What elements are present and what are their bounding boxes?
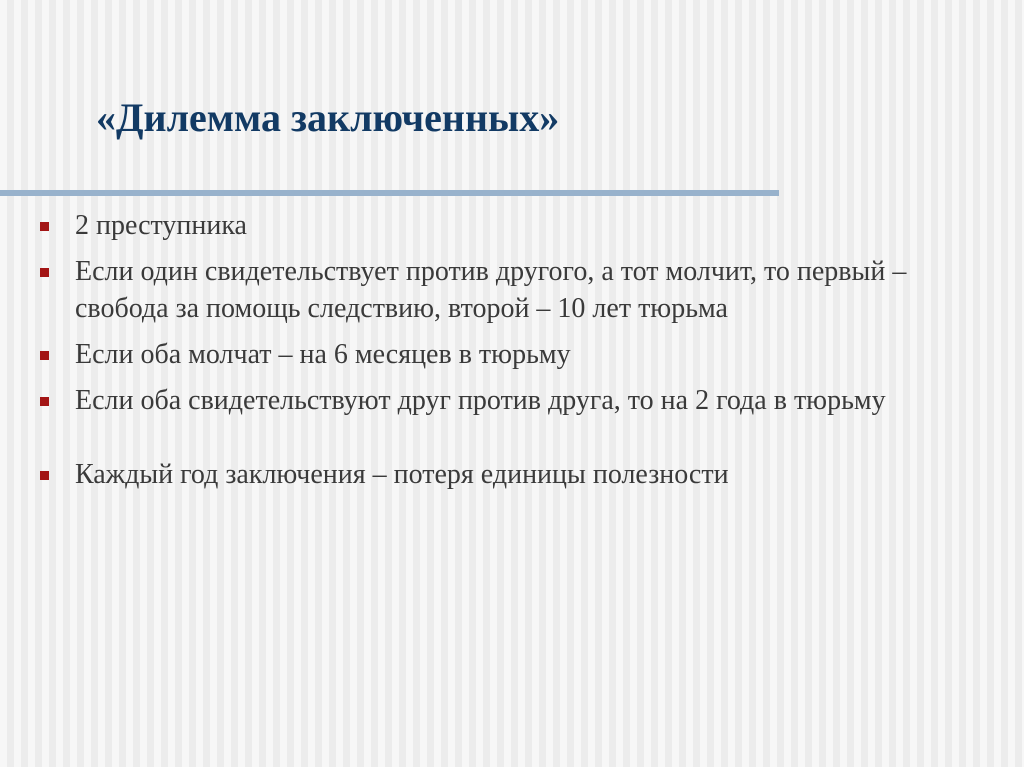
bullet-text: Если один свидетельствует против другого, а тот молчит, то первый – свобода за помощь следствию, второй – 10 лет тюрьма <box>75 256 907 324</box>
bullet-text: Если оба молчат – на 6 месяцев в тюрьму <box>75 339 571 370</box>
square-bullet-icon <box>40 351 49 360</box>
bullet-item <box>40 207 940 244</box>
slide-title: «Дилемма заключенных» <box>96 95 560 140</box>
bullet-item <box>40 253 940 327</box>
bullet-item <box>40 456 940 493</box>
title-divider <box>0 190 779 196</box>
square-bullet-icon <box>40 397 49 406</box>
square-bullet-icon <box>40 268 49 277</box>
bullet-text: Каждый год заключения – потеря единицы полезности <box>75 459 729 490</box>
square-bullet-icon <box>40 222 49 231</box>
bullet-item <box>40 336 940 373</box>
square-bullet-icon <box>40 471 49 480</box>
bullet-text: Если оба свидетельствуют друг против друга, то на 2 года в тюрьму <box>75 385 886 416</box>
bullet-text: 2 преступника <box>75 210 247 241</box>
bullet-list <box>40 207 940 502</box>
bullet-item <box>40 382 940 419</box>
